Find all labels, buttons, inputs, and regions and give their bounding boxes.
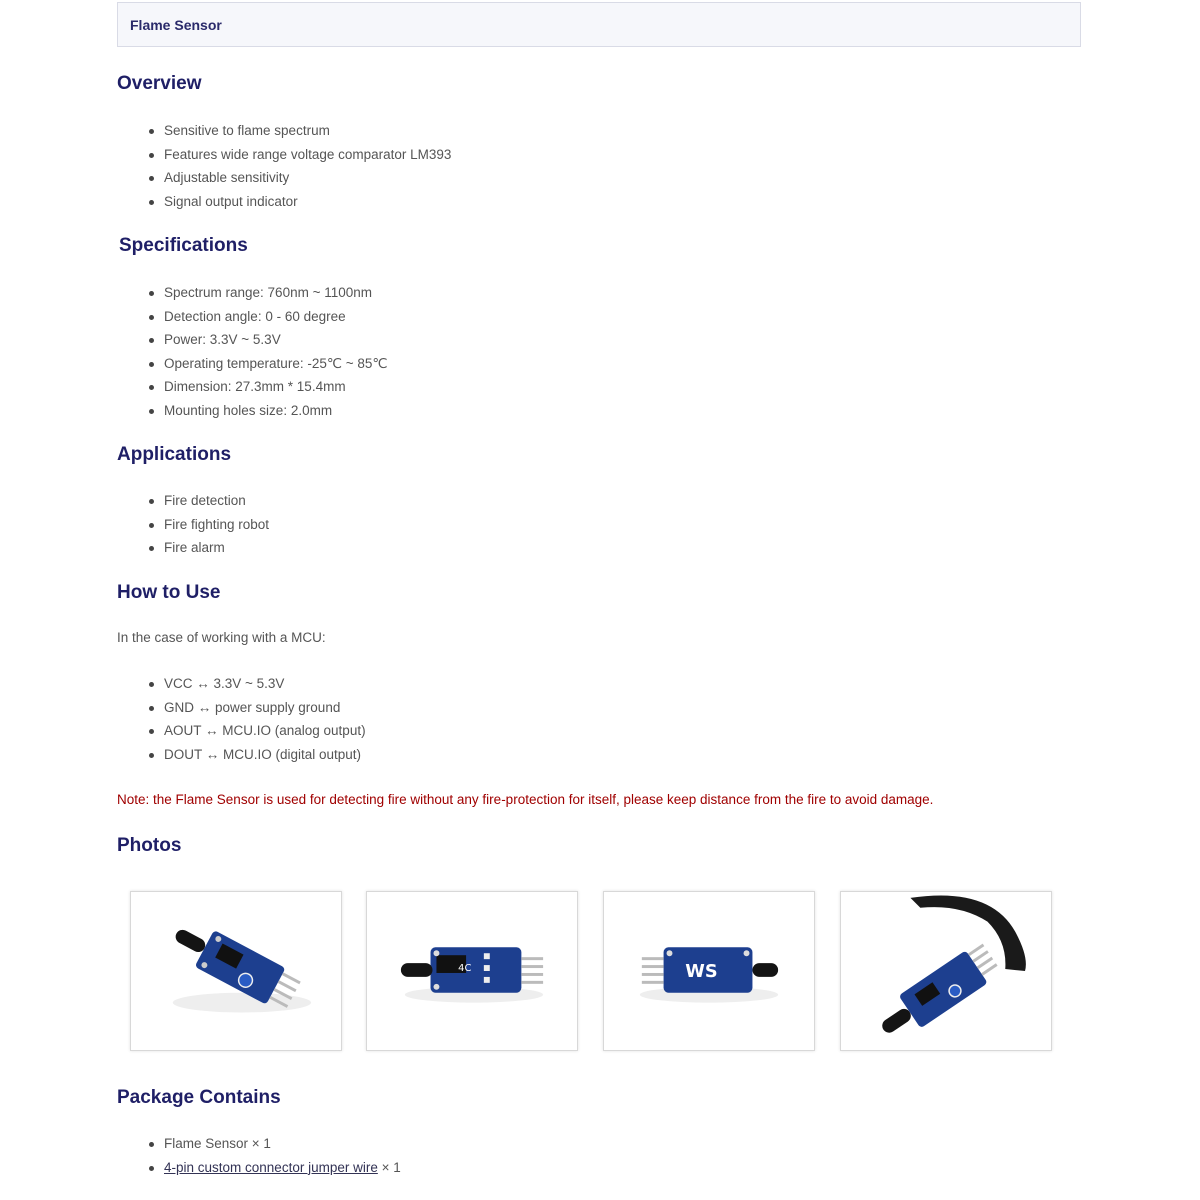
photo-1[interactable] [130,891,342,1051]
package-heading: Package Contains [117,1087,281,1108]
list-item: Mounting holes size: 2.0mm [146,399,388,423]
jumper-wire-link[interactable]: 4-pin custom connector jumper wire [164,1159,378,1175]
list-item: Spectrum range: 760nm ~ 1100nm [146,281,388,305]
how-to-use-intro: In the case of working with a MCU: [117,630,326,645]
sensor-angled-image [131,892,341,1050]
page-title: Flame Sensor [130,16,222,33]
list-item: Signal output indicator [146,190,451,214]
photos-heading: Photos [117,835,182,856]
specifications-list [146,281,388,422]
applications-list [146,489,269,560]
applications-heading: Applications [117,444,232,465]
warning-note: Note: the Flame Sensor is used for detecting fire without any fire-protection for itself, please keep distance from the fire to avoid damage. [117,792,934,807]
jumper-wire-quantity: × 1 [377,1159,401,1175]
specifications-heading: Specifications [119,235,248,256]
list-item: Flame Sensor × 1 [146,1132,401,1156]
list-item: AOUT ↔ MCU.IO (analog output) [146,719,366,743]
list-item: Fire detection [146,489,269,513]
overview-list [146,119,451,213]
photo-2[interactable] [366,891,578,1051]
page-title-bar [117,2,1081,47]
how-to-use-heading: How to Use [117,582,221,603]
sensor-back-image [604,892,814,1050]
list-item: Detection angle: 0 - 60 degree [146,305,388,329]
package-list [146,1132,401,1179]
list-item: DOUT ↔ MCU.IO (digital output) [146,743,366,767]
list-item [146,1156,401,1180]
sensor-with-cable-image [841,892,1051,1050]
list-item: GND ↔ power supply ground [146,696,366,720]
list-item: Adjustable sensitivity [146,166,451,190]
list-item: Fire alarm [146,536,269,560]
sensor-top-image [367,892,577,1050]
waveshare-logo: WS [685,961,718,982]
list-item: Dimension: 27.3mm * 15.4mm [146,375,388,399]
list-item: Fire fighting robot [146,513,269,537]
list-item: Sensitive to flame spectrum [146,119,451,143]
how-to-use-list [146,672,366,766]
list-item: Operating temperature: -25℃ ~ 85℃ [146,352,388,376]
list-item: Features wide range voltage comparator LM393 [146,143,451,167]
photo-4[interactable] [840,891,1052,1051]
list-item: VCC ↔ 3.3V ~ 5.3V [146,672,366,696]
board-chip-label: 4C [458,963,472,974]
list-item: Power: 3.3V ~ 5.3V [146,328,388,352]
overview-heading: Overview [117,73,202,94]
photo-3[interactable] [603,891,815,1051]
